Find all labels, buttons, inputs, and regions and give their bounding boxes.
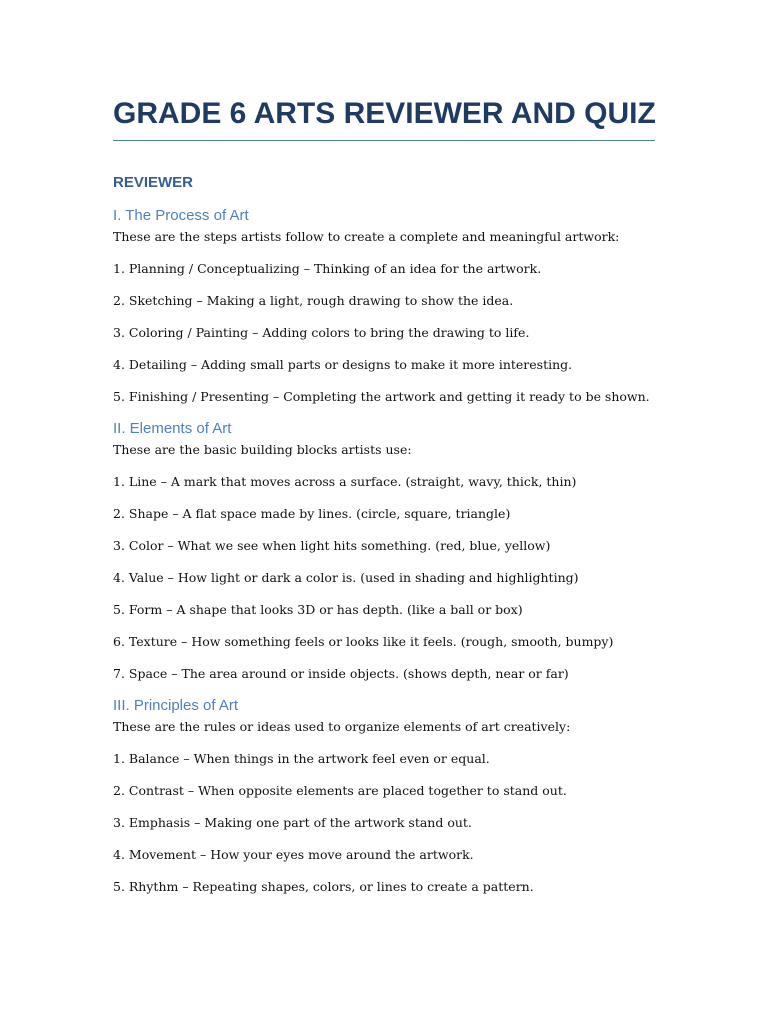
part-intro: These are the steps artists follow to create a complete and meaningful artwork: <box>113 229 620 244</box>
list-item: 4. Movement – How your eyes move around the artwork. <box>113 847 474 862</box>
part-process-of-art <box>113 206 655 406</box>
list-item: 5. Rhythm – Repeating shapes, colors, or lines to create a pattern. <box>113 879 534 894</box>
list-item: 1. Planning / Conceptualizing – Thinking of an idea for the artwork. <box>113 261 542 276</box>
document-page <box>113 96 655 896</box>
list-item: 3. Emphasis – Making one part of the artwork stand out. <box>113 815 472 830</box>
list-item: 5. Finishing / Presenting – Completing the artwork and getting it ready to be shown. <box>113 389 650 404</box>
list-item: 1. Balance – When things in the artwork feel even or equal. <box>113 751 490 766</box>
document-title: GRADE 6 ARTS REVIEWER AND QUIZ <box>113 96 655 141</box>
list-item: 4. Value – How light or dark a color is. (used in shading and highlighting) <box>113 570 579 585</box>
list-item: 2. Shape – A flat space made by lines. (circle, square, triangle) <box>113 506 511 521</box>
part-elements-of-art <box>113 419 655 683</box>
list-item: 1. Line – A mark that moves across a surface. (straight, wavy, thick, thin) <box>113 474 577 489</box>
list-item: 5. Form – A shape that looks 3D or has depth. (like a ball or box) <box>113 602 523 617</box>
list-item: 2. Contrast – When opposite elements are placed together to stand out. <box>113 783 567 798</box>
list-item: 4. Detailing – Adding small parts or designs to make it more interesting. <box>113 357 573 372</box>
part-intro: These are the basic building blocks artists use: <box>113 442 412 457</box>
list-item: 3. Color – What we see when light hits something. (red, blue, yellow) <box>113 538 551 553</box>
part-heading: I. The Process of Art <box>113 207 249 224</box>
part-heading: III. Principles of Art <box>113 697 239 714</box>
section-heading-reviewer: REVIEWER <box>113 174 194 191</box>
list-item: 2. Sketching – Making a light, rough drawing to show the idea. <box>113 293 514 308</box>
list-item: 7. Space – The area around or inside objects. (shows depth, near or far) <box>113 666 569 681</box>
part-principles-of-art <box>113 696 655 896</box>
list-item: 6. Texture – How something feels or looks like it feels. (rough, smooth, bumpy) <box>113 634 614 649</box>
part-heading: II. Elements of Art <box>113 420 232 437</box>
part-intro: These are the rules or ideas used to organize elements of art creatively: <box>113 719 571 734</box>
list-item: 3. Coloring / Painting – Adding colors to bring the drawing to life. <box>113 325 530 340</box>
